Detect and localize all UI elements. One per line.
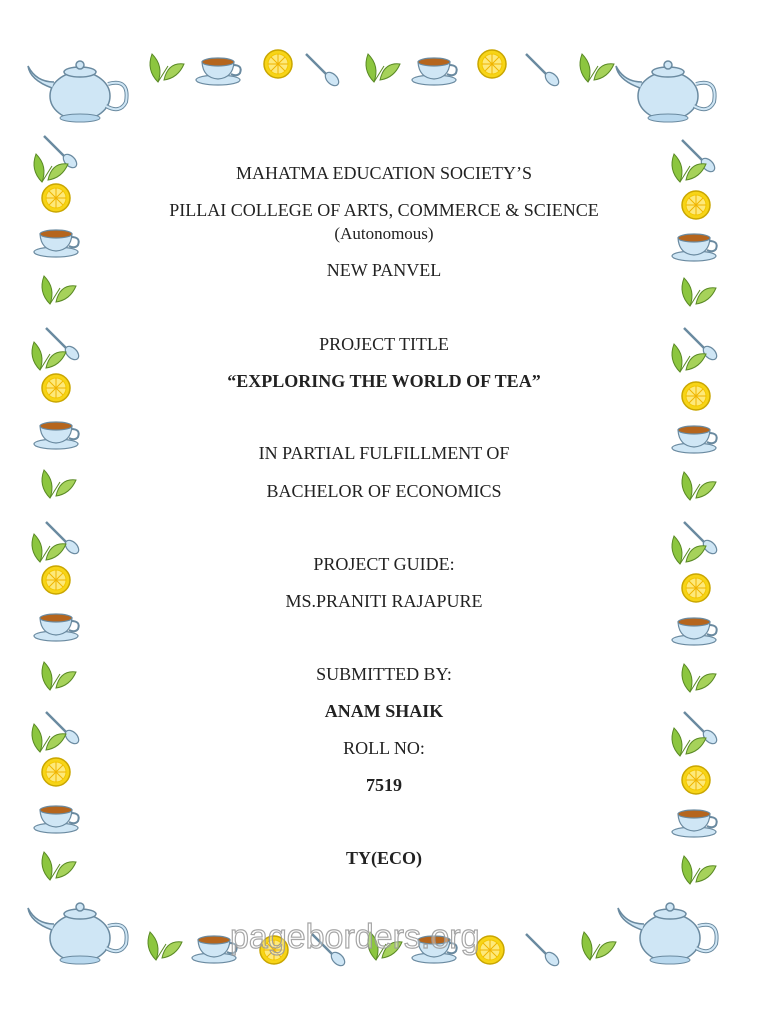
autonomous-label: (Autonomous) <box>334 224 434 243</box>
college-location: NEW PANVEL <box>326 260 442 280</box>
cover-content <box>100 0 668 1024</box>
roll-number: 7519 <box>366 775 402 795</box>
project-title: “EXPLORING THE WORLD OF TEA” <box>227 371 541 391</box>
guide-name: MS.PRANITI RAJAPURE <box>285 591 483 611</box>
roll-number-label: ROLL NO: <box>343 738 425 758</box>
watermark-text: pageborders.org <box>230 918 480 956</box>
submitted-by-label: SUBMITTED BY: <box>316 664 452 684</box>
college-name: PILLAI COLLEGE OF ARTS, COMMERCE & SCIENCE <box>169 200 599 220</box>
degree-name: BACHELOR OF ECONOMICS <box>266 481 502 501</box>
student-name: ANAM SHAIK <box>324 701 444 721</box>
fulfillment-line: IN PARTIAL FULFILLMENT OF <box>258 443 510 463</box>
class-label: TY(ECO) <box>346 848 422 868</box>
project-title-label: PROJECT TITLE <box>319 334 449 354</box>
society-name: MAHATMA EDUCATION SOCIETY’S <box>235 163 532 183</box>
guide-label: PROJECT GUIDE: <box>313 554 455 574</box>
